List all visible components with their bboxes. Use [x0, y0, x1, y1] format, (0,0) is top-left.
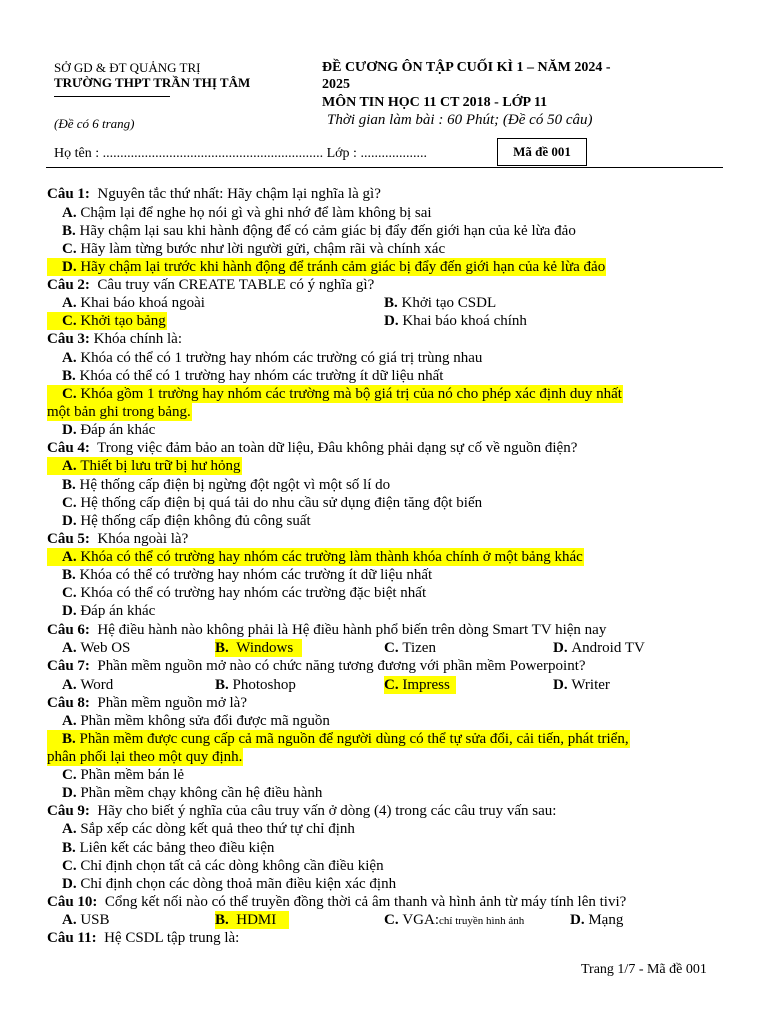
question-8: Câu 8: Phần mềm nguồn mở là?: [47, 695, 247, 711]
option-3c-answer: C. Khóa gồm 1 trường hay nhóm các trường mà bộ giá trị của nó cho phép xác định duy nhất: [47, 385, 623, 403]
pages-note: (Đề có 6 trang): [54, 116, 135, 131]
option-5a-answer: A. Khóa có thể có trường hay nhóm các trường làm thành khóa chính ở một bảng khác: [47, 548, 584, 566]
option-10c: C. VGA:chỉ truyền hình ảnh: [384, 912, 525, 928]
option-5b: B. Khóa có thể có trường hay nhóm các trường ít dữ liệu nhất: [62, 567, 433, 583]
question-3: Câu 3: Khóa chính là:: [47, 331, 182, 347]
exam-code-box: Mã đề 001: [497, 138, 587, 166]
option-8d: D. Phần mềm chạy không cần hệ điều hành: [62, 785, 323, 801]
option-3b: B. Khóa có thể có 1 trường hay nhóm các trường ít dữ liệu nhất: [62, 368, 444, 384]
option-10d: D. Mạng: [570, 912, 624, 928]
time-note: Thời gian làm bài : 60 Phút; (Đề có 50 câu): [327, 112, 593, 128]
subject-line: MÔN TIN HỌC 11 CT 2018 - LỚP 11: [322, 95, 548, 110]
option-4b: B. Hệ thống cấp điện bị ngừng đột ngột vì một số lí do: [62, 477, 391, 493]
option-9a: A. Sắp xếp các dòng kết quả theo thứ tự chỉ định: [62, 821, 355, 837]
option-7d: D. Writer: [553, 677, 610, 693]
question-1: [47, 185, 381, 203]
option-4a-answer: A. Thiết bị lưu trữ bị hư hỏng: [47, 457, 242, 475]
option-8c: C. Phần mềm bán lẻ: [62, 767, 185, 783]
option-1b: B. Hãy chậm lại sau khi hành động để có cảm giác bị đẩy đến giới hạn của kẻ lừa đảo: [62, 223, 576, 239]
option-6d: D. Android TV: [553, 640, 645, 656]
header-rule: [46, 167, 723, 168]
option-9c: C. Chỉ định chọn tất cả các dòng không cần điều kiện: [62, 858, 384, 874]
option-10a: A. USB: [62, 912, 110, 928]
question-10: Câu 10: Cổng kết nối nào có thể truyền đồng thời cả âm thanh và hình ảnh từ máy tính lên tivi?: [47, 894, 627, 910]
department-name: SỞ GD & ĐT QUẢNG TRỊ: [54, 60, 201, 75]
exam-title-line1: ĐỀ CƯƠNG ÔN TẬP CUỐI KÌ 1 – NĂM 2024 -: [322, 60, 611, 75]
student-name-line: Họ tên : ............................................................... Lớp : ...................: [54, 146, 427, 161]
question-number: Câu 1:: [47, 186, 90, 202]
option-2d: D. Khai báo khoá chính: [384, 313, 527, 329]
option-4d: D. Hệ thống cấp điện không đủ công suất: [62, 513, 311, 529]
option-3d: D. Đáp án khác: [62, 422, 156, 438]
question-4: Câu 4: Trong việc đảm bảo an toàn dữ liệu, Đâu không phải dạng sự cố về nguồn điện?: [47, 440, 578, 456]
school-name: TRƯỜNG THPT TRẦN THỊ TÂM: [54, 75, 251, 90]
question-5: Câu 5: Khóa ngoài là?: [47, 531, 189, 547]
question-7: Câu 7: Phần mềm nguồn mở nào có chức năng tương đương với phần mềm Powerpoint?: [47, 658, 586, 674]
page-footer: Trang 1/7 - Mã đề 001: [581, 962, 707, 977]
option-3a: A. Khóa có thể có 1 trường hay nhóm các trường có giá trị trùng nhau: [62, 350, 483, 366]
option-1d-answer: D. Hãy chậm lại trước khi hành động để tránh cảm giác bị đẩy đến giới hạn của kẻ lừa đảo: [47, 258, 606, 276]
option-1a: A. Chậm lại để nghe họ nói gì và ghi nhớ để làm không bị sai: [62, 205, 432, 221]
option-4c: C. Hệ thống cấp điện bị quá tải do nhu cầu sử dụng điện tăng đột biến: [62, 495, 483, 511]
option-6b-answer: B. Windows: [215, 639, 302, 657]
question-2: Câu 2: Câu truy vấn CREATE TABLE có ý nghĩa gì?: [47, 277, 375, 293]
option-5d: D. Đáp án khác: [62, 603, 156, 619]
question-text: Nguyên tắc thứ nhất: Hãy chậm lại nghĩa là gì?: [97, 186, 381, 202]
option-1c: C. Hãy làm từng bước như lời người gửi, chậm rãi và chính xác: [62, 241, 446, 257]
option-3c-answer-cont: một bản ghi trong bảng.: [47, 404, 191, 420]
option-6c: C. Tizen: [384, 640, 436, 656]
option-2c-answer: C. Khởi tạo bảng: [47, 312, 167, 330]
option-8b-answer-cont: phân phối lại theo một quy định.: [47, 749, 243, 765]
option-7c-answer: C. Impress: [384, 676, 456, 694]
option-10b-answer: B. HDMI: [215, 911, 289, 929]
option-7a: A. Word: [62, 677, 114, 693]
header-divider: [54, 96, 170, 97]
option-9b: B. Liên kết các bảng theo điều kiện: [62, 840, 275, 856]
option-6a: A. Web OS: [62, 640, 131, 656]
option-7b: B. Photoshop: [215, 677, 296, 693]
option-2a: A. Khai báo khoá ngoài: [62, 295, 205, 311]
exam-title-line2: 2025: [322, 77, 350, 92]
option-8a: A. Phần mềm không sửa đổi được mã nguồn: [62, 713, 330, 729]
question-11: Câu 11: Hệ CSDL tập trung là:: [47, 930, 240, 946]
option-8b-answer: B. Phần mềm được cung cấp cả mã nguồn để người dùng có thể tự sửa đổi, cải tiến, phát triển,: [47, 730, 630, 748]
option-2b: B. Khởi tạo CSDL: [384, 295, 497, 311]
option-5c: C. Khóa có thể có trường hay nhóm các trường đặc biệt nhất: [62, 585, 427, 601]
question-9: Câu 9: Hãy cho biết ý nghĩa của câu truy vấn ở dòng (4) trong các câu truy vấn sau:: [47, 803, 557, 819]
option-9d: D. Chỉ định chọn các dòng thoả mãn điều kiện xác định: [62, 876, 397, 892]
question-6: Câu 6: Hệ điều hành nào không phải là Hệ điều hành phổ biến trên dòng Smart TV hiện nay: [47, 622, 607, 638]
